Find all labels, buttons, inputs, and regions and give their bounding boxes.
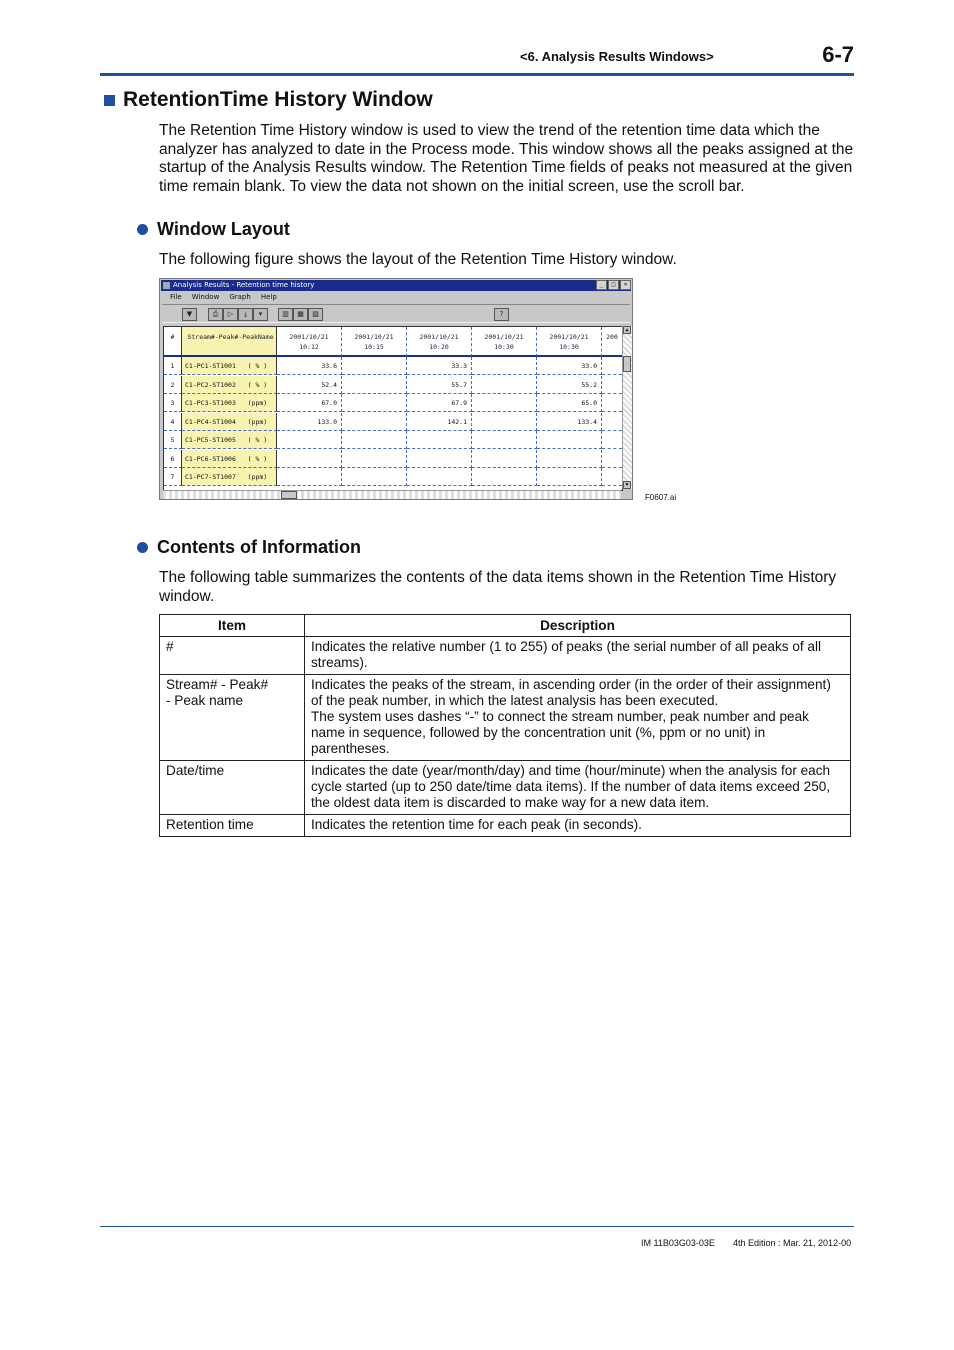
table-cell-item: #	[160, 637, 305, 675]
filter-tool-icon[interactable]: ▾	[253, 308, 268, 321]
grid-header-name[interactable]: Stream#-Peak#-PeakName	[182, 327, 277, 357]
grid-cell-retention-time[interactable]: 55.7	[407, 376, 472, 394]
round-bullet-icon	[137, 224, 148, 235]
print-tool-icon[interactable]: ⎙	[208, 308, 223, 321]
column-header-item: Item	[160, 615, 305, 637]
table-row	[160, 761, 851, 815]
header-rule	[100, 73, 854, 76]
grid-header-datetime[interactable]: 2001/10/21 10:30	[537, 327, 602, 357]
grid-cell-number[interactable]: 2	[164, 376, 182, 394]
graph3-tool-icon[interactable]: ▧	[308, 308, 323, 321]
table-cell-description: Indicates the date (year/month/day) and time (hour/minute) when the analysis for each cycle started (up to 250 date/time data items). If the number of data items exceed 250, the oldest data item is discarded to make way for a new data item.	[305, 761, 851, 815]
save-tool-icon[interactable]: ▼	[182, 308, 197, 321]
grid-cell-retention-time[interactable]	[407, 450, 472, 468]
grid-cell-retention-time[interactable]	[537, 450, 602, 468]
running-header: <6. Analysis Results Windows>	[520, 49, 714, 64]
grid-cell-retention-time[interactable]: 33.6	[277, 357, 342, 375]
grid-header-datetime-partial[interactable]: 200	[602, 327, 622, 357]
grid-cell-peak-name[interactable]: C1-PC7-ST1007 (ppm)	[182, 468, 277, 486]
grid-cell-retention-time[interactable]	[537, 431, 602, 449]
window-titlebar	[161, 280, 631, 291]
grid-cell-retention-time[interactable]: 67.9	[407, 394, 472, 412]
grid-header-datetime[interactable]: 2001/10/21 10:20	[407, 327, 472, 357]
grid-cell-retention-time[interactable]: 33.3	[407, 357, 472, 375]
contents-title: Contents of Information	[157, 537, 361, 557]
window-layout-heading	[137, 219, 290, 240]
grid-cell-peak-name[interactable]: C1-PC3-ST1003 (ppm)	[182, 394, 277, 412]
grid-cell-partial[interactable]	[602, 450, 622, 468]
table-cell-description: Indicates the peaks of the stream, in ascending order (in the order of their assignment) of the peak number, in which the latest analysis has been executed. The system uses dashes “-” to connect the stream number, peak number and peak name in sequence, followed by the concentration unit (%, ppm or no unit) in parentheses.	[305, 675, 851, 761]
footer-rule	[100, 1226, 854, 1227]
menu-bar	[162, 292, 277, 302]
grid-cell-number[interactable]: 6	[164, 450, 182, 468]
download-tool-icon[interactable]: ⤓	[238, 308, 253, 321]
grid-cell-retention-time[interactable]: 67.0	[277, 394, 342, 412]
grid-cell-retention-time[interactable]	[342, 394, 407, 412]
vertical-scrollbar[interactable]	[622, 326, 632, 489]
grid-cell-retention-time[interactable]: 133.4	[537, 413, 602, 431]
grid-cell-retention-time[interactable]	[472, 468, 537, 486]
table-row	[160, 675, 851, 761]
app-icon	[163, 282, 170, 289]
table-cell-item: Date/time	[160, 761, 305, 815]
grid-cell-partial[interactable]	[602, 468, 622, 486]
grid-cell-number[interactable]: 1	[164, 357, 182, 375]
window-layout-title: Window Layout	[157, 219, 290, 239]
grid-cell-retention-time[interactable]	[342, 357, 407, 375]
section-heading	[104, 88, 433, 112]
menu-help[interactable]: Help	[260, 293, 277, 301]
grid-cell-partial[interactable]	[602, 376, 622, 394]
page-number: 6-7	[822, 42, 854, 67]
grid-cell-retention-time[interactable]	[277, 450, 342, 468]
table-cell-description: Indicates the retention time for each peak (in seconds).	[305, 815, 851, 837]
grid-cell-peak-name[interactable]: C1-PC2-ST1002 ( % )	[182, 376, 277, 394]
grid-cell-retention-time[interactable]	[472, 431, 537, 449]
grid-cell-number[interactable]: 5	[164, 431, 182, 449]
grid-cell-partial[interactable]	[602, 431, 622, 449]
grid-header-datetime[interactable]: 2001/10/21 10:12	[277, 327, 342, 357]
square-bullet-icon	[104, 95, 115, 106]
grid-cell-number[interactable]: 3	[164, 394, 182, 412]
grid-header-datetime[interactable]: 2001/10/21 10:15	[342, 327, 407, 357]
grid-cell-retention-time[interactable]: 33.0	[537, 357, 602, 375]
contents-heading	[137, 537, 361, 558]
window-layout-text: The following figure shows the layout of the Retention Time History window.	[159, 251, 677, 268]
maximize-button[interactable]: □	[608, 280, 619, 290]
grid-cell-retention-time[interactable]	[342, 450, 407, 468]
grid-cell-retention-time[interactable]	[407, 431, 472, 449]
scroll-down-icon[interactable]: ▼	[623, 481, 631, 489]
table-cell-description: Indicates the relative number (1 to 255) of peaks (the serial number of all peaks of all streams).	[305, 637, 851, 675]
window-title: Analysis Results - Retention time history	[173, 281, 315, 289]
round-bullet-icon	[137, 542, 148, 553]
column-header-description: Description	[305, 615, 851, 637]
help-tool-icon[interactable]: ?	[494, 308, 509, 321]
horizontal-scroll-thumb[interactable]	[281, 491, 297, 499]
grid-cell-peak-name[interactable]: C1-PC4-ST1004 (ppm)	[182, 413, 277, 431]
grid-cell-retention-time[interactable]	[472, 450, 537, 468]
scroll-up-icon[interactable]: ▲	[623, 326, 631, 334]
grid-cell-retention-time[interactable]	[472, 413, 537, 431]
table-cell-item: Stream# - Peak# - Peak name	[160, 675, 305, 761]
grid-cell-peak-name[interactable]: C1-PC1-ST1001 ( % )	[182, 357, 277, 375]
menu-graph[interactable]: Graph	[229, 293, 251, 301]
table-cell-item: Retention time	[160, 815, 305, 837]
table-row	[160, 637, 851, 675]
grid-cell-peak-name[interactable]: C1-PC6-ST1006 ( % )	[182, 450, 277, 468]
grid-cell-retention-time[interactable]: 133.0	[277, 413, 342, 431]
grid-cell-retention-time[interactable]	[407, 468, 472, 486]
table-row	[160, 815, 851, 837]
grid-cell-retention-time[interactable]: 52.4	[277, 376, 342, 394]
contents-table	[159, 614, 851, 837]
grid-header-datetime[interactable]: 2001/10/21 10:30	[472, 327, 537, 357]
grid-cell-retention-time[interactable]	[342, 468, 407, 486]
retention-time-history-screenshot	[159, 278, 633, 500]
figure-id: F0607.ai	[645, 493, 677, 502]
grid-cell-number[interactable]: 4	[164, 413, 182, 431]
grid-cell-peak-name[interactable]: C1-PC5-ST1005 ( % )	[182, 431, 277, 449]
grid-cell-retention-time[interactable]	[537, 468, 602, 486]
table-header-row	[160, 615, 851, 637]
grid-cell-partial[interactable]	[602, 357, 622, 375]
grid-cell-retention-time[interactable]: 65.0	[537, 394, 602, 412]
horizontal-scrollbar[interactable]	[163, 490, 621, 500]
grid-header-number[interactable]: #	[164, 327, 182, 357]
grid-cell-partial[interactable]	[602, 394, 622, 412]
menu-window[interactable]: Window	[191, 293, 220, 301]
close-button[interactable]: ×	[620, 280, 631, 290]
grid-cell-retention-time[interactable]	[472, 394, 537, 412]
retention-grid	[163, 326, 623, 491]
edition-info: 4th Edition : Mar. 21, 2012-00	[733, 1238, 852, 1248]
section-title: RetentionTime History Window	[123, 88, 433, 111]
intro-paragraph: The Retention Time History window is used to view the trend of the retention time data which the analyzer has analyzed to date in the Process mode. This window shows all the peaks assigned at the startup of the Analysis Results window. The Retention Time fields of peaks not measured at the given time remain blank. To view the data not shown on the initial screen, use the scroll bar.	[159, 122, 854, 196]
grid-cell-retention-time[interactable]: 142.1	[407, 413, 472, 431]
grid-cell-retention-time[interactable]	[342, 431, 407, 449]
graph1-tool-icon[interactable]: ▥	[278, 308, 293, 321]
grid-cell-retention-time[interactable]	[277, 431, 342, 449]
toolbar	[162, 304, 630, 323]
play-tool-icon[interactable]: ▷	[223, 308, 238, 321]
document-id: IM 11B03G03-03E	[641, 1238, 715, 1248]
grid-cell-retention-time[interactable]	[342, 413, 407, 431]
vertical-scroll-thumb[interactable]	[623, 356, 631, 372]
grid-cell-retention-time[interactable]	[342, 376, 407, 394]
grid-cell-retention-time[interactable]: 55.2	[537, 376, 602, 394]
window-controls	[596, 280, 631, 290]
grid-cell-retention-time[interactable]	[472, 357, 537, 375]
grid-cell-retention-time[interactable]	[472, 376, 537, 394]
grid-cell-partial[interactable]	[602, 413, 622, 431]
menu-file[interactable]: File	[170, 293, 182, 301]
minimize-button[interactable]: _	[596, 280, 607, 290]
graph2-tool-icon[interactable]: ▦	[293, 308, 308, 321]
contents-text: The following table summarizes the contents of the data items shown in the Retention Time History window.	[159, 569, 837, 605]
grid-cell-retention-time[interactable]	[277, 468, 342, 486]
grid-cell-number[interactable]: 7	[164, 468, 182, 486]
